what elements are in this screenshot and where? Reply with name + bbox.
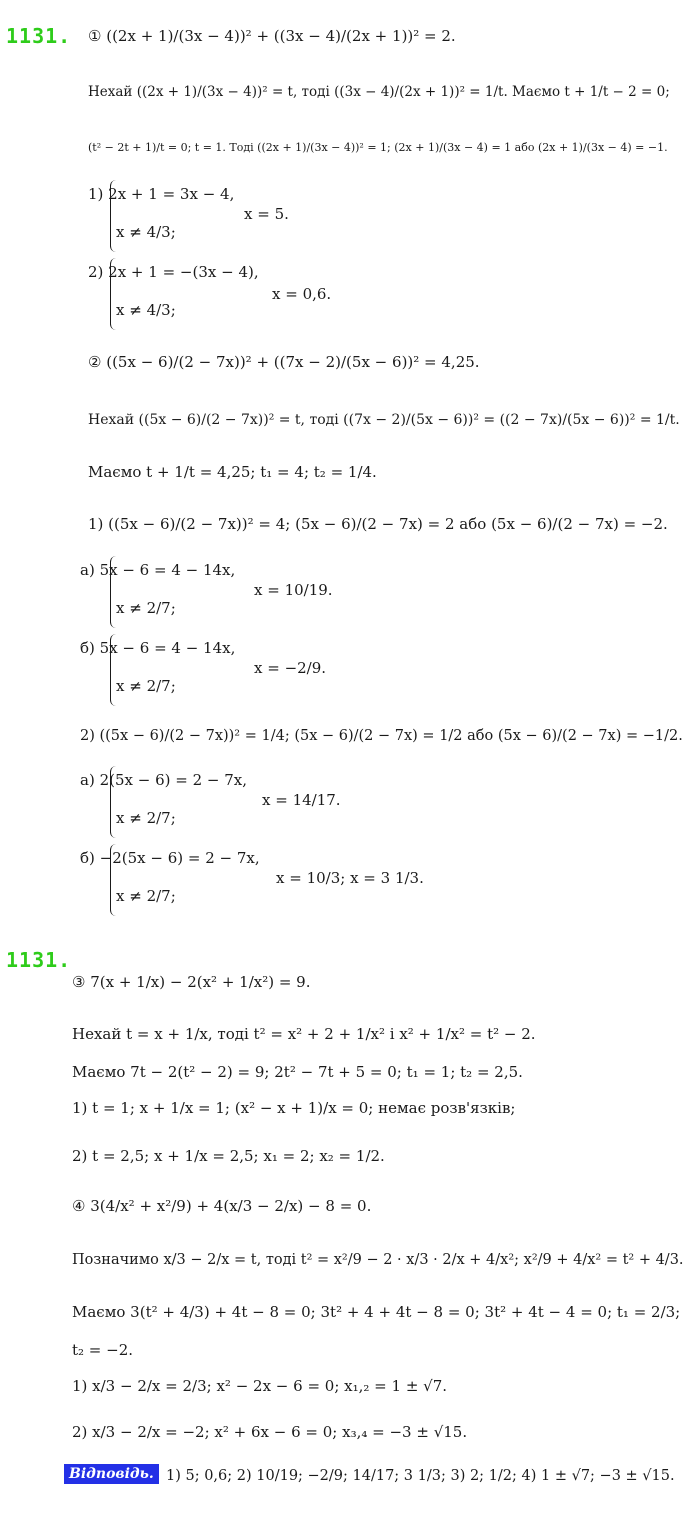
solution-line: 2) x/3 − 2/x = −2; x² + 6x − 6 = 0; x₃,₄ = −3 ± √15.	[72, 1423, 468, 1441]
solution-line: Маємо t + 1/t = 4,25; t₁ = 4; t₂ = 1/4.	[88, 463, 377, 481]
root: x = 10/19.	[254, 581, 333, 599]
system-line: б) 5x − 6 = 4 − 14x,	[80, 639, 236, 657]
solution-line: Нехай ((5x − 6)/(2 − 7x))² = t, тоді ((7x − 2)/(5x − 6))² = ((2 − 7x)/(5x − 6))² = 1/t.	[88, 412, 680, 428]
solution-line: Нехай ((2x + 1)/(3x − 4))² = t, тоді ((3x − 4)/(2x + 1))² = 1/t. Маємо t + 1/t − 2 = 0;	[88, 84, 670, 100]
solution-line: Маємо 3(t² + 4/3) + 4t − 8 = 0; 3t² + 4 + 4t − 8 = 0; 3t² + 4t − 4 = 0; t₁ = 2/3;	[72, 1303, 681, 1321]
problem-number: 1131.	[6, 24, 72, 48]
system-line: 2) 2x + 1 = −(3x − 4),	[88, 263, 259, 281]
system-line: x ≠ 4/3;	[116, 223, 176, 241]
solution-line: 1) t = 1; x + 1/x = 1; (x² − x + 1)/x = 0; немає розв'язків;	[72, 1099, 516, 1117]
system-line: а) 2(5x − 6) = 2 − 7x,	[80, 771, 247, 789]
root: x = 14/17.	[262, 791, 341, 809]
answer-text: 1) 5; 0,6; 2) 10/19; −2/9; 14/17; 3 1/3; 3) 2; 1/2; 4) 1 ± √7; −3 ± √15.	[166, 1468, 675, 1484]
problem-number: 1131.	[6, 948, 72, 972]
root: x = 0,6.	[272, 285, 332, 303]
system-line: x ≠ 4/3;	[116, 301, 176, 319]
equation-1: ① ((2x + 1)/(3x − 4))² + ((3x − 4)/(2x + 1))² = 2.	[88, 27, 456, 45]
solution-line: 2) ((5x − 6)/(2 − 7x))² = 1/4; (5x − 6)/(2 − 7x) = 1/2 або (5x − 6)/(2 − 7x) = −1/2.	[80, 728, 683, 744]
system-line: x ≠ 2/7;	[116, 599, 176, 617]
system-line: а) 5x − 6 = 4 − 14x,	[80, 561, 236, 579]
solution-line: Позначимо x/3 − 2/x = t, тоді t² = x²/9 − 2 · x/3 · 2/x + 4/x²; x²/9 + 4/x² = t² + 4/3.	[72, 1252, 684, 1268]
root: x = 10/3; x = 3 1/3.	[276, 869, 424, 887]
solution-line: t₂ = −2.	[72, 1341, 134, 1359]
equation-3: ③ 7(x + 1/x) − 2(x² + 1/x²) = 9.	[72, 973, 311, 991]
solution-line: (t² − 2t + 1)/t = 0; t = 1. Тоді ((2x + 1)/(3x − 4))² = 1; (2x + 1)/(3x − 4) = 1 або (2x + 1)/(3x − 4) = −1.	[88, 141, 668, 154]
root: x = 5.	[244, 205, 289, 223]
system-line: б) −2(5x − 6) = 2 − 7x,	[80, 849, 260, 867]
equation-2: ② ((5x − 6)/(2 − 7x))² + ((7x − 2)/(5x − 6))² = 4,25.	[88, 353, 480, 371]
solution-line: Маємо 7t − 2(t² − 2) = 9; 2t² − 7t + 5 = 0; t₁ = 1; t₂ = 2,5.	[72, 1063, 523, 1081]
system-line: 1) 2x + 1 = 3x − 4,	[88, 185, 235, 203]
solution-line: 1) ((5x − 6)/(2 − 7x))² = 4; (5x − 6)/(2 − 7x) = 2 або (5x − 6)/(2 − 7x) = −2.	[88, 515, 668, 533]
system-line: x ≠ 2/7;	[116, 887, 176, 905]
solution-line: 2) t = 2,5; x + 1/x = 2,5; x₁ = 2; x₂ = 1/2.	[72, 1147, 385, 1165]
system-line: x ≠ 2/7;	[116, 809, 176, 827]
solution-line: 1) x/3 − 2/x = 2/3; x² − 2x − 6 = 0; x₁,₂ = 1 ± √7.	[72, 1377, 448, 1395]
root: x = −2/9.	[254, 659, 327, 677]
equation-4: ④ 3(4/x² + x²/9) + 4(x/3 − 2/x) − 8 = 0.	[72, 1197, 372, 1215]
solution-line: Нехай t = x + 1/x, тоді t² = x² + 2 + 1/x² і x² + 1/x² = t² − 2.	[72, 1025, 536, 1043]
system-line: x ≠ 2/7;	[116, 677, 176, 695]
answer-label: Відповідь.	[64, 1464, 159, 1484]
